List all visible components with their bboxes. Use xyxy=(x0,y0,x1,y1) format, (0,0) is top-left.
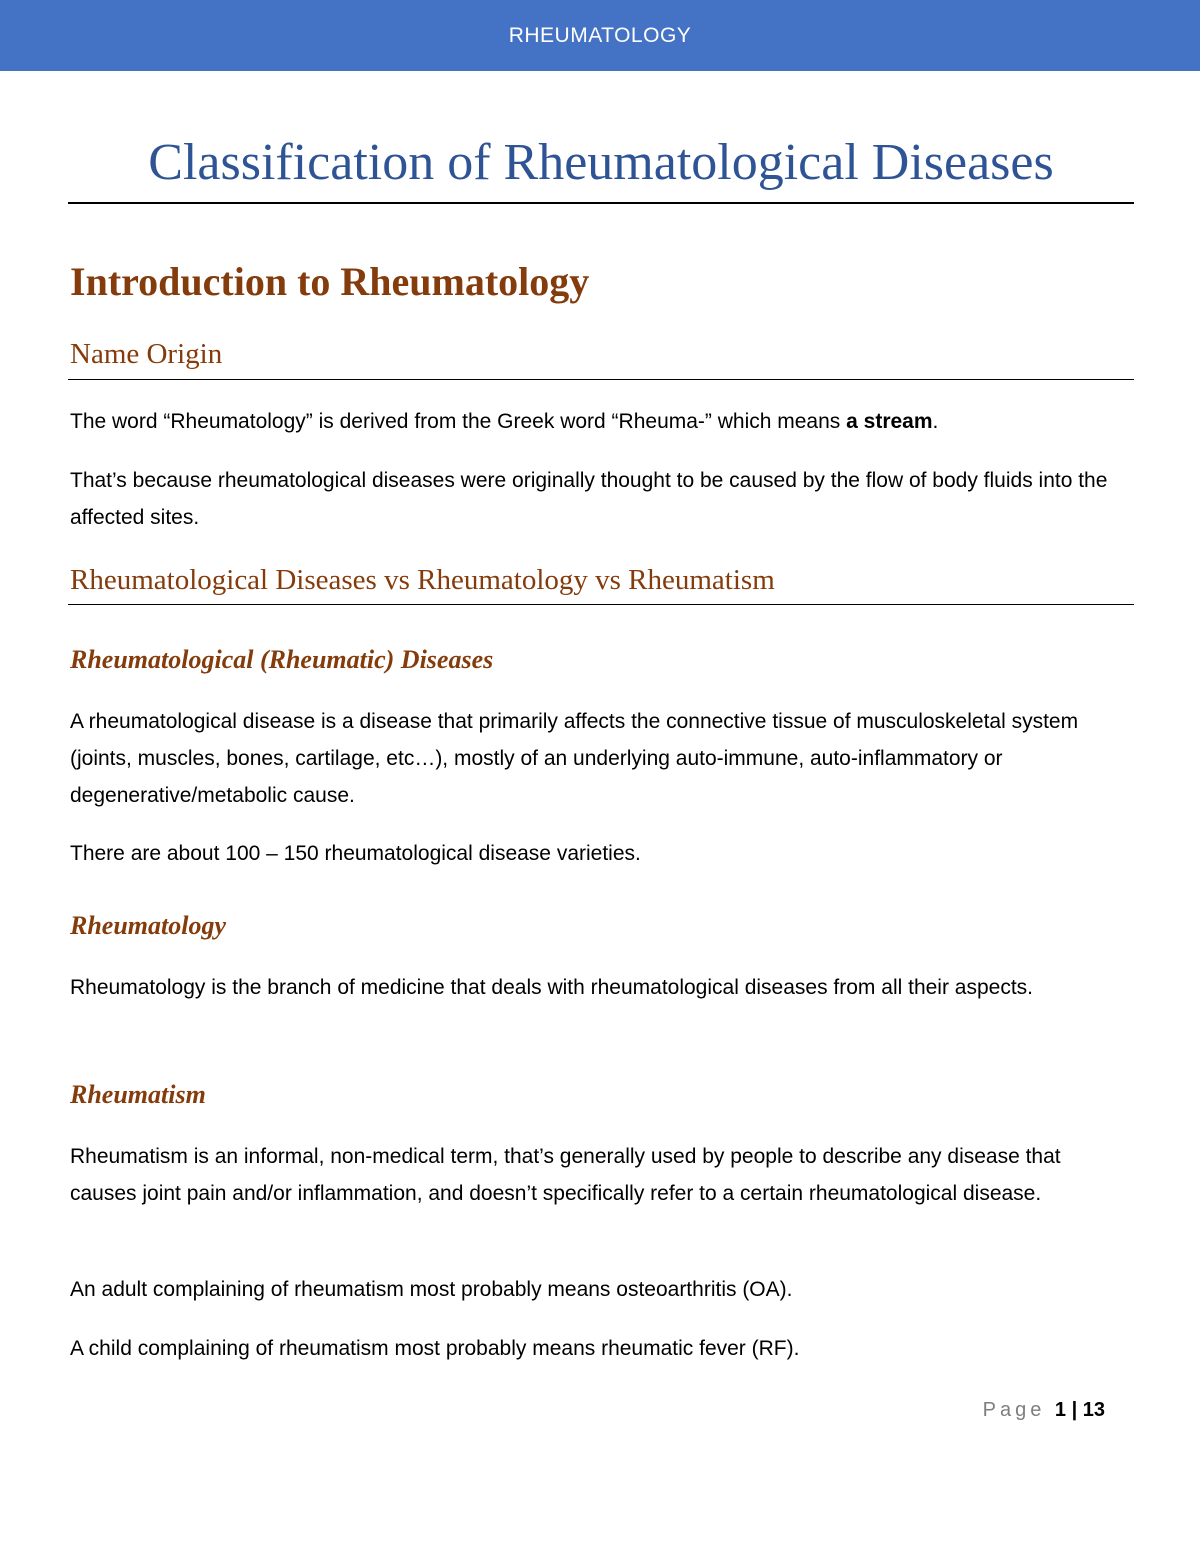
name-origin-underline xyxy=(68,379,1134,380)
page-footer xyxy=(983,1396,1105,1424)
heading-name-origin: Name Origin xyxy=(70,338,223,370)
paragraph-rheumatism-1: Rheumatism is an informal, non-medical term, that’s generally used by people to describe any disease that causes joint pain and/or inflammation, and doesn’t specifically refer to a certain rheumatological disease. xyxy=(70,1145,1061,1205)
heading-introduction: Introduction to Rheumatology xyxy=(70,259,590,304)
heading-rheumatism: Rheumatism xyxy=(70,1080,206,1109)
name-origin-bold-term: a stream xyxy=(846,410,933,433)
paragraph-diseases-1: A rheumatological disease is a disease that primarily affects the connective tissue of musculoskeletal system (joints, muscles, bones, cartilage, etc…), mostly of an underlying auto-immune, auto-inflammatory or degenerative/metabolic cause. xyxy=(70,710,1079,807)
total-pages: 13 xyxy=(1082,1399,1105,1421)
heading-rheumatology: Rheumatology xyxy=(70,911,227,940)
paragraph-name-origin-1 xyxy=(70,403,1132,440)
paragraph-diseases-2: There are about 100 – 150 rheumatological disease varieties. xyxy=(70,842,641,865)
name-origin-text-end: . xyxy=(932,410,939,433)
title-underline xyxy=(68,202,1134,204)
heading-rheumatological-diseases: Rheumatological (Rheumatic) Diseases xyxy=(70,645,494,674)
page-separator: | xyxy=(1071,1399,1078,1421)
page-number: 1 xyxy=(1054,1399,1067,1421)
name-origin-text-start: The word “Rheumatology” is derived from the Greek word “Rheuma-” which means xyxy=(70,410,847,433)
header-title: RHEUMATOLOGY xyxy=(508,23,692,47)
paragraph-rheumatology-1: Rheumatology is the branch of medicine that deals with rheumatological diseases from all their aspects. xyxy=(70,976,1033,999)
paragraph-rheumatism-2: An adult complaining of rheumatism most probably means osteoarthritis (OA). xyxy=(70,1278,793,1301)
document-title: Classification of Rheumatological Diseases xyxy=(148,134,1054,191)
comparison-underline xyxy=(68,604,1134,605)
paragraph-name-origin-2: That’s because rheumatological diseases were originally thought to be caused by the flow of body fluids into the affected sites. xyxy=(70,469,1108,529)
paragraph-rheumatism-3: A child complaining of rheumatism most probably means rheumatic fever (RF). xyxy=(70,1337,800,1360)
header-band xyxy=(0,0,1200,71)
heading-comparison: Rheumatological Diseases vs Rheumatology vs Rheumatism xyxy=(70,564,775,596)
page-label: Page xyxy=(982,1399,1046,1421)
